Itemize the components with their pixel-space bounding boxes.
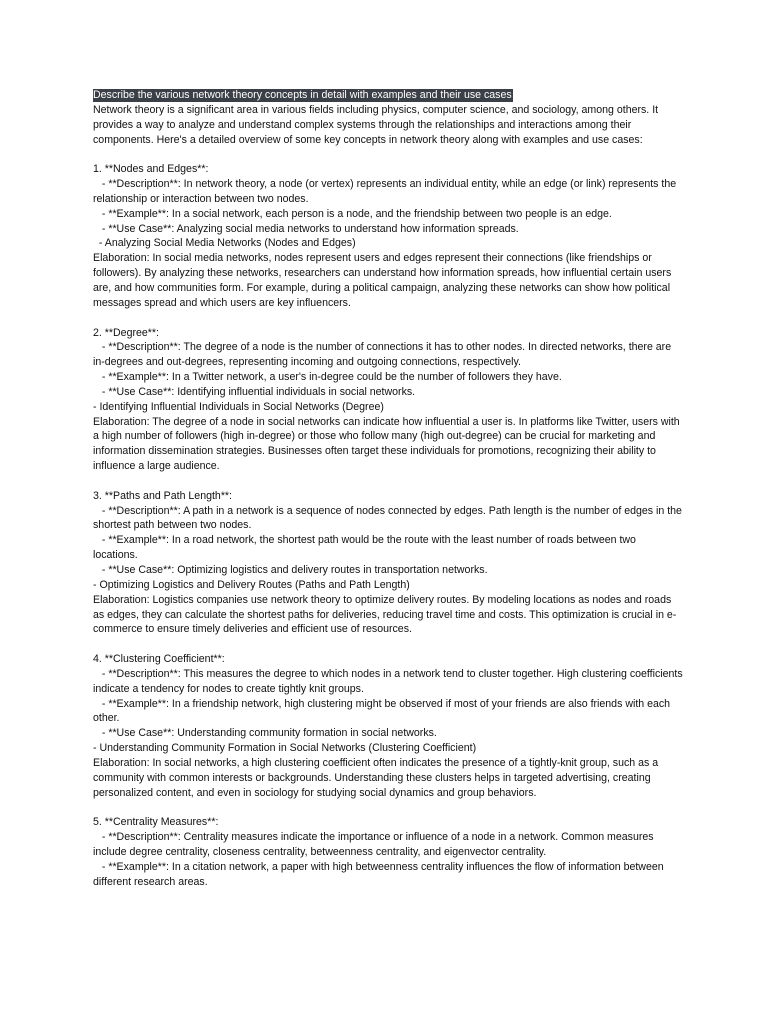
section-elaboration: Elaboration: The degree of a node in social networks can indicate how influential a user is. In platforms like Twitter, users with a high number of followers (high in-degree) or those who follow many (high out-degree) can be crucial for marketing and information dissemination strategies. Businesses often target these individuals for promotions, recognizing their ability to influence a large audience. bbox=[93, 415, 683, 473]
section-subtitle: - Understanding Community Formation in Social Networks (Clustering Coefficient) bbox=[93, 742, 477, 755]
section-use-case: - **Use Case**: Optimizing logistics and delivery routes in transportation networks. bbox=[93, 564, 488, 576]
section-example: - **Example**: In a citation network, a paper with high betweenness centrality influences the flow of information between different research areas. bbox=[93, 860, 667, 888]
section-subtitle: - Optimizing Logistics and Delivery Routes (Paths and Path Length) bbox=[93, 578, 410, 591]
section-elaboration: Elaboration: In social networks, a high clustering coefficient often indicates the presence of a tightly-knit group, such as a community with common interests or backgrounds. Understanding these clusters helps in targeted advertising, creating personalized content, and even in sociology for studying social dynamics and group behaviors. bbox=[93, 756, 662, 799]
highlighted-title[interactable]: Describe the various network theory concepts in detail with examples and their use cases bbox=[93, 89, 512, 101]
spacer bbox=[93, 637, 683, 652]
section-heading: 4. **Clustering Coefficient**: bbox=[93, 653, 225, 666]
document-title bbox=[93, 88, 683, 103]
document-body bbox=[93, 88, 686, 890]
section-example: - **Example**: In a Twitter network, a user's in-degree could be the number of followers they have. bbox=[93, 371, 562, 384]
section-elaboration: Elaboration: Logistics companies use network theory to optimize delivery routes. By modeling locations as nodes and roads as edges, they can calculate the shortest paths for deliveries, reducing travel time and costs. This optimization is crucial in e-commerce to ensure timely deliveries and efficient use of resources. bbox=[93, 593, 677, 636]
section-description: - **Description**: In network theory, a node (or vertex) represents an individual entity, while an edge (or link) represents the relationship or interaction between two nodes. bbox=[93, 178, 680, 205]
spacer bbox=[93, 474, 683, 489]
section-subtitle: - Identifying Influential Individuals in Social Networks (Degree) bbox=[93, 400, 384, 413]
spacer bbox=[93, 801, 683, 816]
section-heading: 5. **Centrality Measures**: bbox=[93, 816, 219, 829]
spacer bbox=[93, 147, 683, 162]
section-description: - **Description**: This measures the degree to which nodes in a network tend to cluster together. High clustering coefficients indicate a tendency for nodes to create tightly knit groups. bbox=[93, 667, 686, 695]
section-description: - **Description**: A path in a network is a sequence of nodes connected by edges. Path length is the number of edges in the shortest path between two nodes. bbox=[93, 504, 685, 532]
section-subtitle: - Analyzing Social Media Networks (Nodes and Edges) bbox=[93, 237, 356, 250]
section-example: - **Example**: In a social network, each person is a node, and the friendship between two people is an edge. bbox=[93, 207, 612, 220]
section-example: - **Example**: In a friendship network, high clustering might be observed if most of your friends are also friends with each other. bbox=[93, 697, 674, 725]
intro-paragraph: Network theory is a significant area in various fields including physics, computer science, and sociology, among others. It provides a way to analyze and understand complex systems through the relationships and interactions among their components. Here's a detailed overview of some key concepts in network theory along with examples and use cases: bbox=[93, 103, 662, 146]
section-description: - **Description**: The degree of a node is the number of connections it has to other nodes. In directed networks, there are in-degrees and out-degrees, representing incoming and outgoing connections, respectively. bbox=[93, 341, 675, 369]
section-heading: 3. **Paths and Path Length**: bbox=[93, 489, 233, 502]
section-heading: 1. **Nodes and Edges**: bbox=[93, 163, 209, 176]
section-example: - **Example**: In a road network, the shortest path would be the route with the least number of roads between two locations. bbox=[93, 534, 639, 562]
section-heading: 2. **Degree**: bbox=[93, 326, 159, 339]
section-use-case: - **Use Case**: Identifying influential individuals in social networks. bbox=[93, 385, 416, 398]
section-use-case: - **Use Case**: Analyzing social media networks to understand how information spreads. bbox=[93, 222, 519, 235]
section-description: - **Description**: Centrality measures indicate the importance or influence of a node in a network. Common measures include degree centrality, closeness centrality, betweenness centrality, and eigenvector centrality. bbox=[93, 831, 657, 859]
section-elaboration: Elaboration: In social media networks, nodes represent users and edges represent their connections (like friendships or followers). By analyzing these networks, researchers can understand how information spreads, how influential certain users are, and how communities form. For example, during a political campaign, analyzing these networks can show how political messages spread and which users are key influencers. bbox=[93, 252, 675, 309]
section-use-case: - **Use Case**: Understanding community formation in social networks. bbox=[93, 727, 437, 740]
spacer bbox=[93, 311, 683, 326]
